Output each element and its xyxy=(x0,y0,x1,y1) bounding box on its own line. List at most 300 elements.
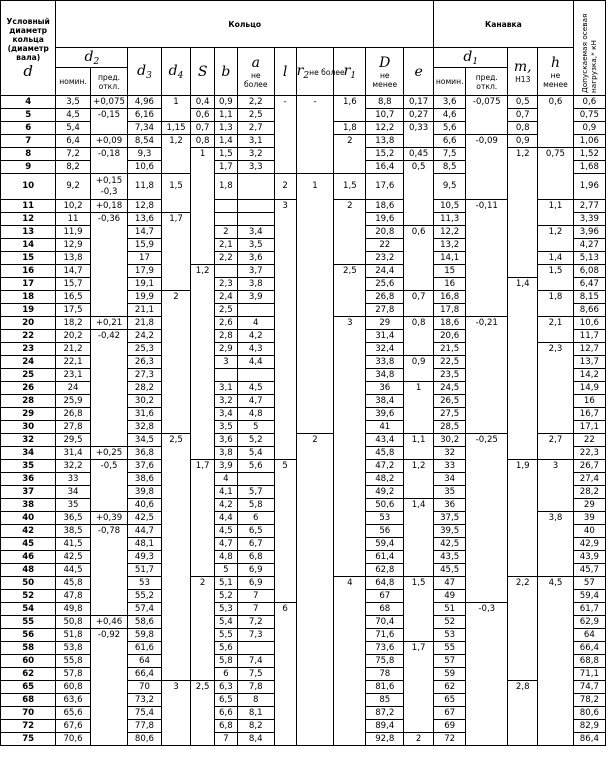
table-row xyxy=(1,603,606,616)
cell-b: 1,3 xyxy=(214,122,237,135)
cell-d2: 15,7 xyxy=(56,278,90,291)
cell-r2 xyxy=(296,330,334,343)
cell-b: 3,6 xyxy=(214,434,237,447)
cell-r2 xyxy=(296,252,334,265)
cell-a xyxy=(237,200,274,213)
cell-d1t xyxy=(466,486,508,499)
load-header xyxy=(573,1,605,96)
cell-d: 60 xyxy=(1,655,56,668)
cell-l xyxy=(274,681,296,694)
cell-d3: 58,6 xyxy=(128,616,161,629)
cell-r2 xyxy=(296,616,334,629)
cell-b: 6,6 xyxy=(214,707,237,720)
cell-d1: 37,5 xyxy=(434,512,466,525)
cell-D: 12,2 xyxy=(366,122,404,135)
cell-a: 2,5 xyxy=(237,109,274,122)
cell-d2t xyxy=(90,343,128,356)
cell-e: 0,33 xyxy=(404,122,434,135)
cell-d2: 4,5 xyxy=(56,109,90,122)
cell-d1: 51 xyxy=(434,603,466,616)
cell-r1 xyxy=(334,551,366,564)
cell-b: 5,8 xyxy=(214,655,237,668)
d3-index: 3 xyxy=(146,70,152,81)
cell-r2 xyxy=(296,369,334,382)
cell-h: 4,5 xyxy=(538,577,574,590)
d4-index: 4 xyxy=(177,70,184,81)
cell-h xyxy=(538,473,574,486)
cell-load: 62,9 xyxy=(573,616,605,629)
cell-d4: 2 xyxy=(161,291,191,304)
cell-b: 1,4 xyxy=(214,135,237,148)
cell-e: 1 xyxy=(404,382,434,395)
cell-m xyxy=(508,629,538,642)
cell-d3: 17 xyxy=(128,252,161,265)
cell-l xyxy=(274,629,296,642)
cell-D: 20,8 xyxy=(366,226,404,239)
cell-d4: 1,7 xyxy=(161,213,191,226)
cell-m: 0,9 xyxy=(508,135,538,148)
cell-a xyxy=(237,642,274,655)
cell-a: 5 xyxy=(237,421,274,434)
cell-r1: 4 xyxy=(334,577,366,590)
cell-d3: 44,7 xyxy=(128,525,161,538)
table-row xyxy=(1,642,606,655)
cell-d1t xyxy=(466,499,508,512)
cell-a: 6 xyxy=(237,512,274,525)
cell-d2t: +0,18 xyxy=(90,200,128,213)
cell-s xyxy=(191,421,214,434)
cell-d: 28 xyxy=(1,395,56,408)
table-row xyxy=(1,122,606,135)
cell-l xyxy=(274,161,296,174)
cell-a: 5,6 xyxy=(237,460,274,473)
cell-d2t xyxy=(90,356,128,369)
cell-d2: 6,4 xyxy=(56,135,90,148)
cell-d2t xyxy=(90,603,128,616)
cell-D: 81,6 xyxy=(366,681,404,694)
cell-h: 1,4 xyxy=(538,252,574,265)
table-row xyxy=(1,434,606,447)
cell-d1t xyxy=(466,395,508,408)
cell-s: 2,5 xyxy=(191,681,214,694)
cell-d4 xyxy=(161,564,191,577)
cell-m: 2,8 xyxy=(508,681,538,694)
cell-d1: 35 xyxy=(434,486,466,499)
cell-load: 3,39 xyxy=(573,213,605,226)
cell-l xyxy=(274,395,296,408)
cell-d1: 16,8 xyxy=(434,291,466,304)
cell-r1 xyxy=(334,707,366,720)
cell-e xyxy=(404,551,434,564)
cell-h xyxy=(538,135,574,148)
cell-d4 xyxy=(161,200,191,213)
table-row xyxy=(1,369,606,382)
cell-d2t xyxy=(90,707,128,720)
cell-r1 xyxy=(334,395,366,408)
cell-d2: 63,6 xyxy=(56,694,90,707)
cell-b: 5,1 xyxy=(214,577,237,590)
cell-d1: 45,5 xyxy=(434,564,466,577)
cell-s: 1,2 xyxy=(191,265,214,278)
cell-d: 23 xyxy=(1,343,56,356)
cell-d1: 6,6 xyxy=(434,135,466,148)
cell-d4 xyxy=(161,265,191,278)
cell-l xyxy=(274,694,296,707)
a-note: не более xyxy=(243,70,268,89)
cell-d2: 11 xyxy=(56,213,90,226)
cell-r2 xyxy=(296,226,334,239)
cell-D: 45,8 xyxy=(366,447,404,460)
cell-s xyxy=(191,473,214,486)
cell-r2: - xyxy=(296,96,334,109)
cell-d3: 66,4 xyxy=(128,668,161,681)
cell-D: 71,6 xyxy=(366,629,404,642)
cell-a: 8,2 xyxy=(237,720,274,733)
cell-a: 3,7 xyxy=(237,265,274,278)
cell-m: 2,2 xyxy=(508,577,538,590)
cell-m xyxy=(508,564,538,577)
cell-d2t: -0,15 xyxy=(90,109,128,122)
cell-m xyxy=(508,252,538,265)
cell-d1: 20,6 xyxy=(434,330,466,343)
cell-d3: 10,6 xyxy=(128,161,161,174)
cell-d1t xyxy=(466,330,508,343)
cell-d4 xyxy=(161,317,191,330)
cell-m xyxy=(508,343,538,356)
cell-d3: 7,34 xyxy=(128,122,161,135)
cell-r2 xyxy=(296,720,334,733)
cell-m xyxy=(508,265,538,278)
cell-load: 45,7 xyxy=(573,564,605,577)
cell-d1t xyxy=(466,473,508,486)
cell-d: 35 xyxy=(1,460,56,473)
cell-d4 xyxy=(161,538,191,551)
cell-load: 0,6 xyxy=(573,96,605,109)
cell-e xyxy=(404,655,434,668)
cell-d: 7 xyxy=(1,135,56,148)
cell-d4: 1,5 xyxy=(161,174,191,200)
cell-l xyxy=(274,642,296,655)
cell-r1 xyxy=(334,343,366,356)
cell-D: 26,8 xyxy=(366,291,404,304)
cell-l xyxy=(274,486,296,499)
cell-b xyxy=(214,200,237,213)
cell-r2 xyxy=(296,551,334,564)
cell-d2t xyxy=(90,421,128,434)
cell-m xyxy=(508,434,538,447)
cell-load: 4,27 xyxy=(573,239,605,252)
cell-load: 64 xyxy=(573,629,605,642)
cell-d4 xyxy=(161,616,191,629)
cell-m xyxy=(508,720,538,733)
cell-d3: 40,6 xyxy=(128,499,161,512)
cell-a: 7,2 xyxy=(237,616,274,629)
cell-d1t xyxy=(466,148,508,161)
cell-d4 xyxy=(161,395,191,408)
cell-s xyxy=(191,668,214,681)
cell-d4 xyxy=(161,486,191,499)
cell-m: 1,4 xyxy=(508,278,538,291)
cell-d2: 60,8 xyxy=(56,681,90,694)
cell-s xyxy=(191,655,214,668)
cell-d1t xyxy=(466,707,508,720)
table-row xyxy=(1,551,606,564)
cell-l xyxy=(274,473,296,486)
cell-r1 xyxy=(334,356,366,369)
table-row xyxy=(1,252,606,265)
cell-m xyxy=(508,616,538,629)
cell-s xyxy=(191,174,214,200)
cell-d: 15 xyxy=(1,252,56,265)
table-row xyxy=(1,265,606,278)
cell-r1 xyxy=(334,382,366,395)
cell-load: 57 xyxy=(573,577,605,590)
b-symbol: b xyxy=(221,63,231,80)
cell-h xyxy=(538,655,574,668)
cell-r2 xyxy=(296,447,334,460)
cell-d2t xyxy=(90,577,128,590)
cell-d1t xyxy=(466,642,508,655)
cell-l xyxy=(274,356,296,369)
cell-s xyxy=(191,447,214,460)
cell-d: 65 xyxy=(1,681,56,694)
d3-header xyxy=(128,48,161,96)
cell-load: 39 xyxy=(573,512,605,525)
cell-d: 62 xyxy=(1,668,56,681)
cell-d2t xyxy=(90,642,128,655)
cell-D: 29 xyxy=(366,317,404,330)
cell-d3: 77,8 xyxy=(128,720,161,733)
cell-d1t xyxy=(466,304,508,317)
cell-r2 xyxy=(296,655,334,668)
cell-d2t xyxy=(90,408,128,421)
cell-D: 73,6 xyxy=(366,642,404,655)
r1-symbol: r xyxy=(343,62,351,79)
cell-a: 4,3 xyxy=(237,343,274,356)
d2-tol-label: пред. откл. xyxy=(97,72,121,91)
cell-a: 3,6 xyxy=(237,252,274,265)
cell-r2 xyxy=(296,642,334,655)
cell-d3: 53 xyxy=(128,577,161,590)
cell-r1 xyxy=(334,278,366,291)
cell-h: 1,8 xyxy=(538,291,574,304)
cell-h: 0,75 xyxy=(538,148,574,161)
d2-symbol: d xyxy=(84,48,94,65)
cell-load: 8,15 xyxy=(573,291,605,304)
cell-b: 2,9 xyxy=(214,343,237,356)
cell-r2 xyxy=(296,668,334,681)
cell-l xyxy=(274,252,296,265)
cell-d2: 23,1 xyxy=(56,369,90,382)
l-symbol: l xyxy=(282,63,288,80)
cell-b: 4,2 xyxy=(214,499,237,512)
cell-l xyxy=(274,278,296,291)
cell-D: 92,8 xyxy=(366,733,404,746)
d4-symbol: d xyxy=(168,62,178,79)
cell-d1: 39,5 xyxy=(434,525,466,538)
cell-load: 80,6 xyxy=(573,707,605,720)
cell-d1: 55 xyxy=(434,642,466,655)
cell-d3: 8,54 xyxy=(128,135,161,148)
table-row xyxy=(1,460,606,473)
cell-load: 1,52 xyxy=(573,148,605,161)
cell-s xyxy=(191,213,214,226)
cell-l xyxy=(274,148,296,161)
cell-e: 0,17 xyxy=(404,96,434,109)
a-header xyxy=(237,48,274,96)
cell-d2: 5,4 xyxy=(56,122,90,135)
cell-load: 61,7 xyxy=(573,603,605,616)
m-symbol: m, xyxy=(513,59,532,75)
cell-D: 10,7 xyxy=(366,109,404,122)
cell-d: 22 xyxy=(1,330,56,343)
cell-d4 xyxy=(161,161,191,174)
cell-d4 xyxy=(161,707,191,720)
cell-D: 31,4 xyxy=(366,330,404,343)
cell-d1: 18,6 xyxy=(434,317,466,330)
cell-a: 3,8 xyxy=(237,278,274,291)
cell-b: 5,2 xyxy=(214,590,237,603)
cell-load: 6,47 xyxy=(573,278,605,291)
cell-d1: 59 xyxy=(434,668,466,681)
cell-D: 13,8 xyxy=(366,135,404,148)
cell-d4: 1 xyxy=(161,96,191,109)
cell-r2 xyxy=(296,707,334,720)
r2-note: не более xyxy=(309,67,345,77)
cell-d1: 27,5 xyxy=(434,408,466,421)
cell-l xyxy=(274,655,296,668)
cell-d2: 16,5 xyxy=(56,291,90,304)
cell-b: 5,6 xyxy=(214,642,237,655)
cell-d1: 28,5 xyxy=(434,421,466,434)
cell-d: 36 xyxy=(1,473,56,486)
cell-d2t xyxy=(90,395,128,408)
cell-d2t xyxy=(90,473,128,486)
cell-h xyxy=(538,616,574,629)
cell-d: 40 xyxy=(1,512,56,525)
cell-D: 43,4 xyxy=(366,434,404,447)
b-header xyxy=(214,48,237,96)
cell-e xyxy=(404,343,434,356)
cell-h xyxy=(538,382,574,395)
cell-d2: 11,9 xyxy=(56,226,90,239)
cell-load: 2,77 xyxy=(573,200,605,213)
cell-d: 75 xyxy=(1,733,56,746)
cell-b: 5,3 xyxy=(214,603,237,616)
cell-r2: 1 xyxy=(296,174,334,200)
cell-d2t xyxy=(90,226,128,239)
cell-b: 4,4 xyxy=(214,512,237,525)
cell-d1: 65 xyxy=(434,694,466,707)
cell-d: 18 xyxy=(1,291,56,304)
cell-l xyxy=(274,577,296,590)
table-body xyxy=(1,96,606,746)
cell-d2: 10,2 xyxy=(56,200,90,213)
table-row xyxy=(1,304,606,317)
cell-d3: 19,9 xyxy=(128,291,161,304)
cell-d3: 55,2 xyxy=(128,590,161,603)
cell-d2t xyxy=(90,291,128,304)
table-row xyxy=(1,96,606,109)
cell-r2 xyxy=(296,161,334,174)
cell-load: 14,9 xyxy=(573,382,605,395)
cell-r1 xyxy=(334,616,366,629)
cell-D: 33,8 xyxy=(366,356,404,369)
cell-load: 66,4 xyxy=(573,642,605,655)
s-symbol: S xyxy=(197,63,208,80)
cell-m xyxy=(508,733,538,746)
cell-r1: 2 xyxy=(334,135,366,148)
cell-r2 xyxy=(296,512,334,525)
cell-b: 3,8 xyxy=(214,447,237,460)
cell-load: 22 xyxy=(573,434,605,447)
cell-d3: 26,3 xyxy=(128,356,161,369)
cell-b xyxy=(214,265,237,278)
cell-h xyxy=(538,733,574,746)
cell-d1t xyxy=(466,577,508,590)
cell-e xyxy=(404,486,434,499)
cell-e xyxy=(404,681,434,694)
cell-d1: 34 xyxy=(434,473,466,486)
cell-m xyxy=(508,707,538,720)
cell-load: 71,1 xyxy=(573,668,605,681)
cell-e xyxy=(404,720,434,733)
cell-d: 8 xyxy=(1,148,56,161)
cell-b: 3 xyxy=(214,356,237,369)
cell-d4 xyxy=(161,148,191,161)
cell-d3: 48,1 xyxy=(128,538,161,551)
cell-d: 37 xyxy=(1,486,56,499)
cell-d2t xyxy=(90,382,128,395)
cell-b: 4 xyxy=(214,473,237,486)
cell-load: 5,13 xyxy=(573,252,605,265)
cell-e xyxy=(404,421,434,434)
cell-h: 0,6 xyxy=(538,96,574,109)
cell-e: 0,27 xyxy=(404,109,434,122)
cell-a: 7 xyxy=(237,590,274,603)
cell-m xyxy=(508,473,538,486)
cell-a: 3,2 xyxy=(237,148,274,161)
cell-e xyxy=(404,629,434,642)
cell-D: 27,8 xyxy=(366,304,404,317)
cell-b: 0,9 xyxy=(214,96,237,109)
cell-a: 7,8 xyxy=(237,681,274,694)
cell-b: 2,4 xyxy=(214,291,237,304)
cell-s: 0,4 xyxy=(191,96,214,109)
cell-e: 0,9 xyxy=(404,356,434,369)
cell-s xyxy=(191,590,214,603)
cell-b: 3,1 xyxy=(214,382,237,395)
cell-b: 5,5 xyxy=(214,629,237,642)
cell-a: 7,5 xyxy=(237,668,274,681)
cell-d4: 1,15 xyxy=(161,122,191,135)
table-row xyxy=(1,668,606,681)
cell-d4 xyxy=(161,408,191,421)
cell-d2t xyxy=(90,265,128,278)
cell-load: 68,8 xyxy=(573,655,605,668)
cell-d3: 64 xyxy=(128,655,161,668)
cell-r2: 2 xyxy=(296,434,334,447)
cell-s xyxy=(191,252,214,265)
cell-d2t xyxy=(90,304,128,317)
d1-tol-header xyxy=(466,68,508,96)
cell-h xyxy=(538,304,574,317)
cell-e xyxy=(404,135,434,148)
cell-d: 52 xyxy=(1,590,56,603)
cell-r1 xyxy=(334,681,366,694)
cell-r1 xyxy=(334,642,366,655)
cell-h xyxy=(538,525,574,538)
